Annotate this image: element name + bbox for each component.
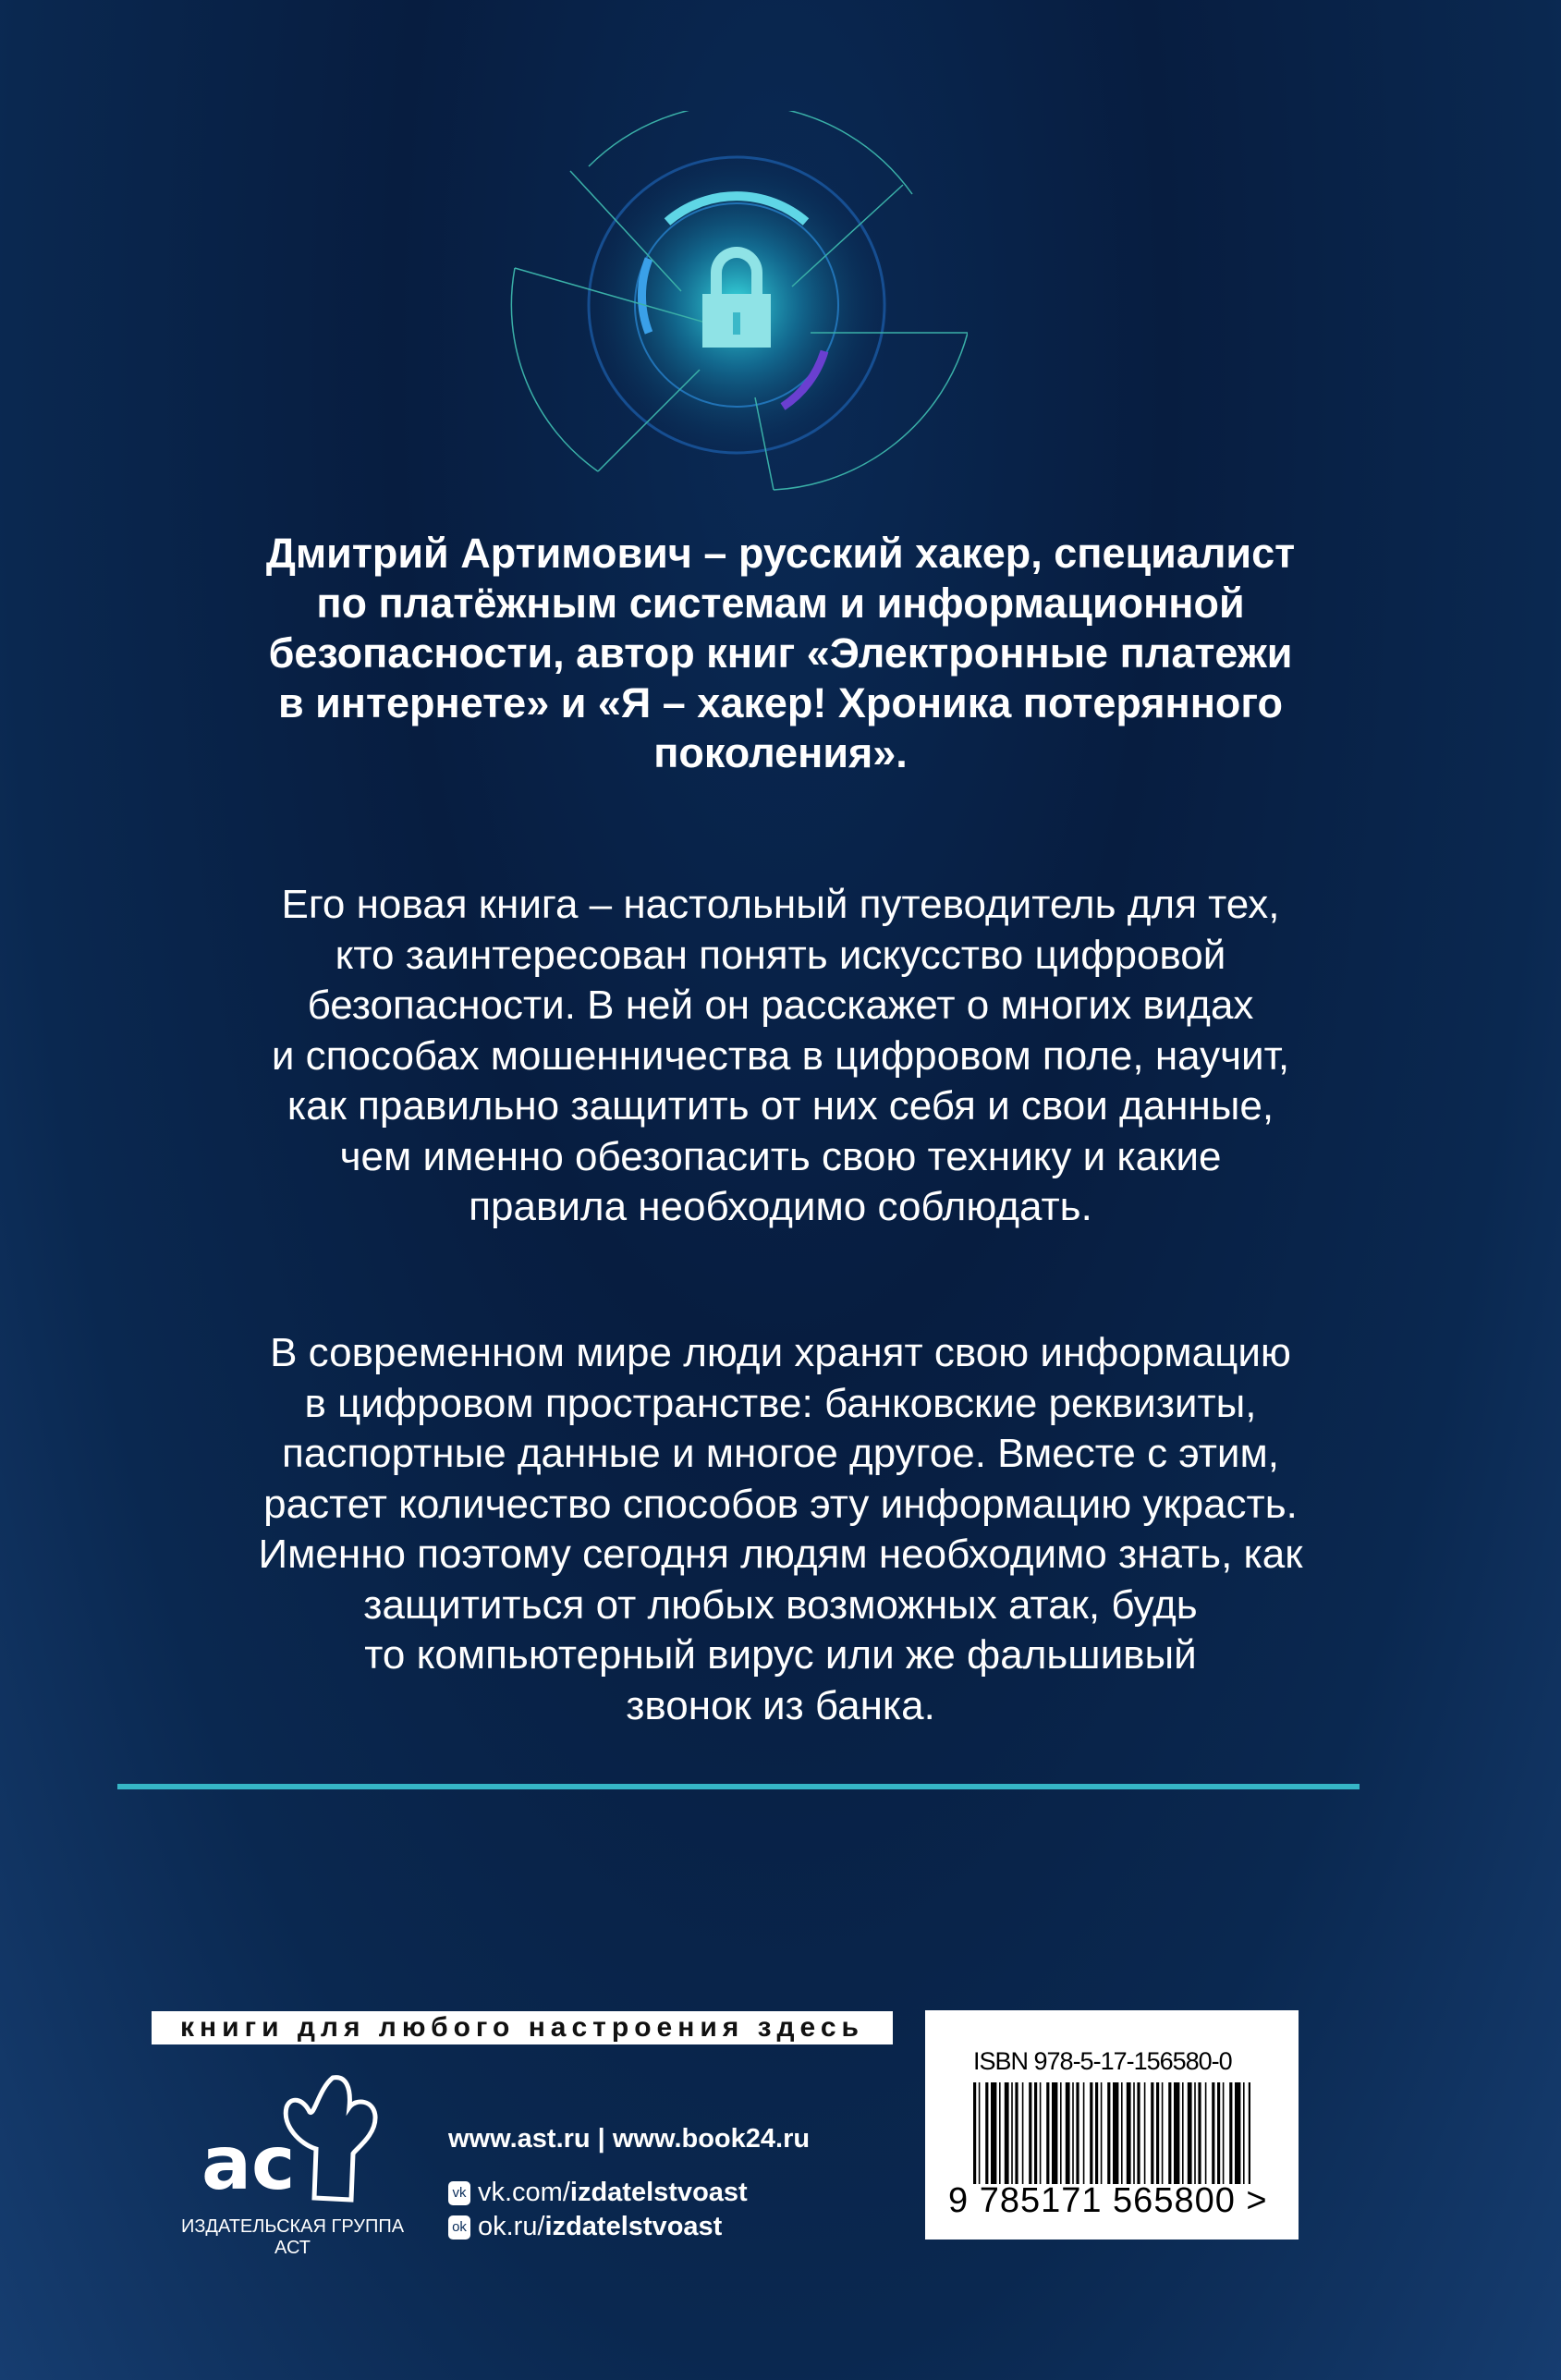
text-line: чем именно обезопасить свою технику и какие [339,1133,1222,1179]
barcode-bar [1060,2082,1062,2184]
logo-text: ac [201,2120,296,2204]
barcode-bar [1212,2082,1214,2184]
barcode-bar [1235,2082,1240,2184]
text-line: и способах мошенничества в цифровом поле, научит, [271,1032,1290,1079]
ast-logo [194,2070,388,2204]
barcode-bar [1040,2082,1042,2184]
barcode-bar [1101,2082,1103,2184]
lock-illustration [506,111,968,499]
text-line: кто заинтересован понять искусство цифровой [335,932,1226,978]
vk-icon: vk [448,2181,470,2205]
about-author [0,529,1561,778]
barcode-bar [1182,2082,1184,2184]
text-line: поколения». [653,729,908,776]
barcode-bar [1076,2082,1079,2184]
barcode-bar [1121,2082,1123,2184]
barcode-bar [1198,2082,1201,2184]
barcode-bar [1052,2082,1057,2184]
barcode-bar [1066,2082,1070,2184]
barcode-bar [1005,2082,1009,2184]
barcode-bar [1151,2082,1153,2184]
barcode-bar [1188,2082,1192,2184]
link-prefix: ok.ru/ [478,2212,545,2241]
website-links[interactable]: www.ast.ru | www.book24.ru [448,2124,811,2154]
text-line: как правильно защитить от них себя и свои данные, [287,1083,1274,1129]
barcode-bar [1229,2082,1232,2184]
barcode-bar [1107,2082,1110,2184]
barcode-bars [973,2082,1250,2184]
text-line: безопасности, автор книг «Электронные платежи [268,629,1293,677]
barcode-bar [1137,2082,1140,2184]
barcode-bar [991,2082,996,2184]
text-line: то компьютерный вирус или же фальшивый [364,1632,1197,1678]
divider [117,1784,1360,1789]
text-line: звонок из банка. [626,1682,935,1728]
ok-icon: ok [448,2215,470,2240]
link-prefix: vk.com/ [478,2178,570,2207]
barcode-bar [1162,2082,1164,2184]
description-2 [0,1328,1561,1731]
link-handle: izdatelstvoast [569,2178,748,2207]
barcode-bar [1034,2082,1037,2184]
text-line: безопасности. В ней он расскажет о многих видах [307,983,1254,1028]
barcode-bar [1223,2082,1225,2184]
barcode-bar [1144,2082,1146,2184]
barcode-bar [1046,2082,1049,2184]
barcode-bar [985,2082,988,2184]
text-line: паспортные данные и многое другое. Вместе с этим, [282,1431,1279,1476]
link-handle: izdatelstvoast [544,2212,723,2241]
text-line: по платёжным системам и информационной [316,580,1245,627]
barcode-bar [1029,2082,1031,2184]
text-line: Именно поэтому сегодня людям необходимо знать, как [258,1532,1303,1577]
barcode-bar [1205,2082,1207,2184]
text-line: правила необходимо соблюдать. [469,1184,1092,1229]
description-1 [0,880,1561,1233]
barcode-bar [1168,2082,1171,2184]
barcode-bar [1133,2082,1135,2184]
barcode-bar [1095,2082,1098,2184]
isbn-barcode [925,2010,1299,2240]
text-line: защититься от любых возможных атак, будь [363,1581,1198,1628]
barcode-bar [1194,2082,1196,2184]
barcode-bar [1072,2082,1074,2184]
barcode-bar [1083,2082,1085,2184]
barcode-bar [1011,2082,1013,2184]
barcode-bar [1156,2082,1159,2184]
text-line: в цифровом пространстве: банковские реквизиты, [304,1380,1257,1426]
text-line: В современном мире люди хранят свою информацию [270,1330,1291,1375]
barcode-bar [979,2082,981,2184]
barcode-bar [973,2082,976,2184]
barcode-bar [1249,2082,1250,2184]
slogan-banner: книги для любого настроения здесь [152,2011,893,2044]
barcode-bar [1022,2082,1024,2184]
text-line: Дмитрий Артимович – русский хакер, специалист [265,530,1296,577]
text-line: в интернете» и «Я – хакер! Хроника потерянного [277,679,1284,726]
publisher-name: ИЗДАТЕЛЬСКАЯ ГРУППА АСТ [180,2216,405,2258]
barcode-bar [1217,2082,1220,2184]
vk-link[interactable] [448,2178,748,2208]
ok-link[interactable] [448,2212,722,2242]
text-line: растет количество способов эту информацию украсть. [263,1481,1298,1527]
barcode-digits: 9 785171 565800 > [948,2181,1268,2220]
barcode-bar [1090,2082,1092,2184]
isbn-text: ISBN 978-5-17-156580-0 [973,2047,1232,2075]
barcode-bar [999,2082,1001,2184]
barcode-bar [1174,2082,1179,2184]
text-line: Его новая книга – настольный путеводитель для тех, [281,882,1280,927]
barcode-bar [1127,2082,1131,2184]
barcode-bar [1015,2082,1018,2184]
barcode-bar [1243,2082,1245,2184]
barcode-bar [1113,2082,1118,2184]
